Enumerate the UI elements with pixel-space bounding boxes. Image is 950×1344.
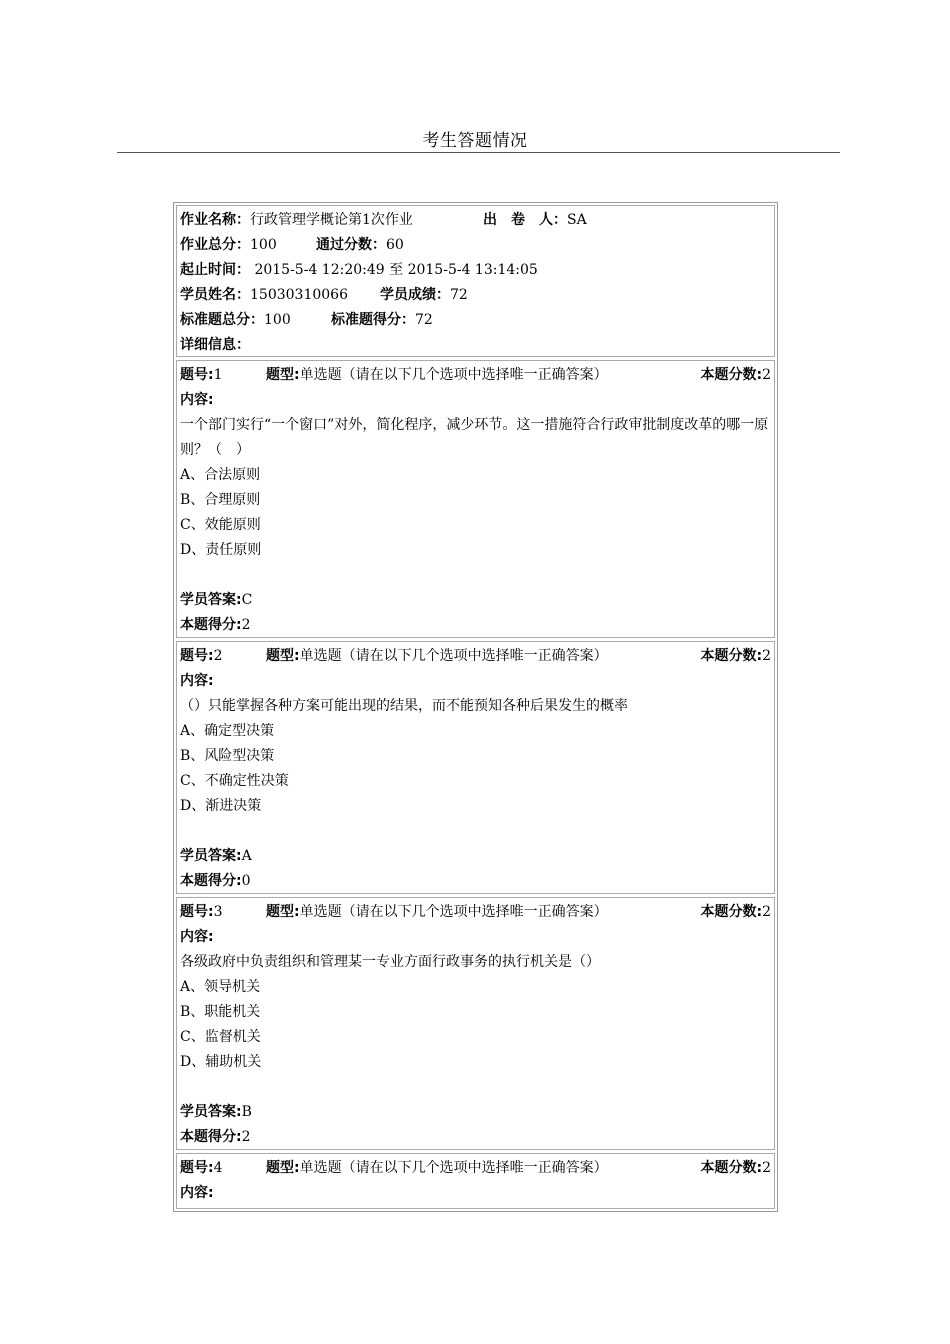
question-block — [176, 360, 775, 638]
student-name-label: 学员姓名： — [180, 287, 250, 303]
question-number: 2 — [213, 648, 223, 664]
content-label: 内容: — [180, 929, 214, 945]
student-answer-row — [180, 1100, 771, 1125]
question-type-label: 题型: — [266, 367, 300, 383]
option-d: D、渐进决策 — [180, 798, 262, 814]
question-type: 单选题（请在以下几个选项中选择唯一正确答案） — [299, 1160, 608, 1176]
question-number: 1 — [213, 367, 223, 383]
question-number-label: 题号: — [180, 1160, 214, 1176]
standard-total-value: 100 — [264, 312, 291, 328]
assignment-info — [176, 205, 775, 357]
question-score-label: 本题分数: — [700, 648, 763, 664]
option-c: C、效能原则 — [180, 517, 261, 533]
total-score-value: 100 — [250, 237, 277, 253]
question-header — [180, 644, 771, 669]
info-row-assignment — [180, 208, 771, 233]
student-answer: C — [241, 592, 253, 608]
question-header — [180, 1156, 771, 1181]
question-score-label: 本题分数: — [700, 904, 763, 920]
question-number: 3 — [213, 904, 223, 920]
question-got-row — [180, 869, 771, 894]
author-value: SA — [567, 212, 587, 228]
question-type-label: 题型: — [266, 648, 300, 664]
question-type-label: 题型: — [266, 904, 300, 920]
question-type: 单选题（请在以下几个选项中选择唯一正确答案） — [299, 648, 608, 664]
option-c: C、监督机关 — [180, 1029, 261, 1045]
question-score-label: 本题分数: — [700, 1160, 763, 1176]
student-answer-label: 学员答案: — [180, 1104, 242, 1120]
info-row-time — [180, 258, 771, 283]
question-block — [176, 641, 775, 894]
info-row-student — [180, 283, 771, 308]
question-number: 4 — [213, 1160, 223, 1176]
author-label: 出 卷 人： — [483, 212, 567, 228]
question-got-row — [180, 613, 771, 638]
option-d: D、责任原则 — [180, 542, 262, 558]
student-answer: A — [241, 848, 252, 864]
option-a: A、确定型决策 — [180, 723, 275, 739]
page-title: 考生答题情况 — [422, 131, 528, 151]
content-label: 内容: — [180, 392, 214, 408]
total-score-label: 作业总分： — [180, 237, 250, 253]
option-b: B、合理原则 — [180, 492, 261, 508]
standard-score-value: 72 — [415, 312, 433, 328]
question-score: 2 — [762, 1160, 771, 1176]
question-type: 单选题（请在以下几个选项中选择唯一正确答案） — [299, 904, 608, 920]
spacer — [180, 563, 771, 588]
question-got-label: 本题得分: — [180, 617, 242, 633]
time-label: 起止时间： — [180, 262, 250, 278]
question-header — [180, 900, 771, 925]
student-grade-label: 学员成绩： — [380, 287, 450, 303]
question-got-label: 本题得分: — [180, 873, 242, 889]
question-type: 单选题（请在以下几个选项中选择唯一正确答案） — [299, 367, 608, 383]
question-got: 2 — [241, 1129, 251, 1145]
question-score: 2 — [762, 904, 771, 920]
question-score-label: 本题分数: — [700, 367, 763, 383]
question-got-row — [180, 1125, 771, 1150]
option-d: D、辅助机关 — [180, 1054, 262, 1070]
question-content: （）只能掌握各种方案可能出现的结果，而不能预知各种后果发生的概率 — [180, 698, 628, 714]
pass-score-value: 60 — [386, 237, 404, 253]
spacer — [180, 1075, 771, 1100]
title-divider — [117, 152, 840, 153]
spacer — [180, 819, 771, 844]
student-answer: B — [241, 1104, 252, 1120]
content-label: 内容: — [180, 673, 214, 689]
option-a: A、合法原则 — [180, 467, 261, 483]
info-row-detail — [180, 333, 771, 357]
assignment-name-label: 作业名称： — [180, 212, 250, 228]
question-block — [176, 897, 775, 1150]
student-grade-value: 72 — [450, 287, 468, 303]
question-got: 0 — [241, 873, 251, 889]
option-b: B、职能机关 — [180, 1004, 261, 1020]
student-answer-row — [180, 588, 771, 613]
info-row-standard — [180, 308, 771, 333]
answer-sheet-table — [173, 202, 778, 1212]
question-score: 2 — [762, 648, 771, 664]
question-number-label: 题号: — [180, 648, 214, 664]
option-c: C、不确定性决策 — [180, 773, 289, 789]
detail-label: 详细信息： — [180, 337, 250, 353]
option-a: A、领导机关 — [180, 979, 261, 995]
question-number-label: 题号: — [180, 904, 214, 920]
info-row-scores — [180, 233, 771, 258]
student-answer-row — [180, 844, 771, 869]
question-content: 各级政府中负责组织和管理某一专业方面行政事务的执行机关是（） — [180, 954, 600, 970]
option-b: B、风险型决策 — [180, 748, 275, 764]
assignment-name-value: 行政管理学概论第1次作业 — [250, 212, 413, 228]
question-content: 一个部门实行“一个窗口”对外，简化程序，减少环节。这一措施符合行政审批制度改革的哪一原则？（ ） — [180, 417, 769, 458]
standard-score-label: 标准题得分： — [331, 312, 415, 328]
student-answer-label: 学员答案: — [180, 848, 242, 864]
standard-total-label: 标准题总分： — [180, 312, 264, 328]
student-name-value: 15030310066 — [250, 287, 348, 303]
question-got-label: 本题得分: — [180, 1129, 242, 1145]
time-value: 2015-5-4 12:20:49 至 2015-5-4 13:14:05 — [250, 262, 538, 278]
content-label: 内容: — [180, 1185, 214, 1201]
pass-score-label: 通过分数： — [316, 237, 386, 253]
question-got: 2 — [241, 617, 251, 633]
question-number-label: 题号: — [180, 367, 214, 383]
question-block — [176, 1153, 775, 1209]
student-answer-label: 学员答案: — [180, 592, 242, 608]
question-header — [180, 363, 771, 388]
question-type-label: 题型: — [266, 1160, 300, 1176]
question-score: 2 — [762, 367, 771, 383]
